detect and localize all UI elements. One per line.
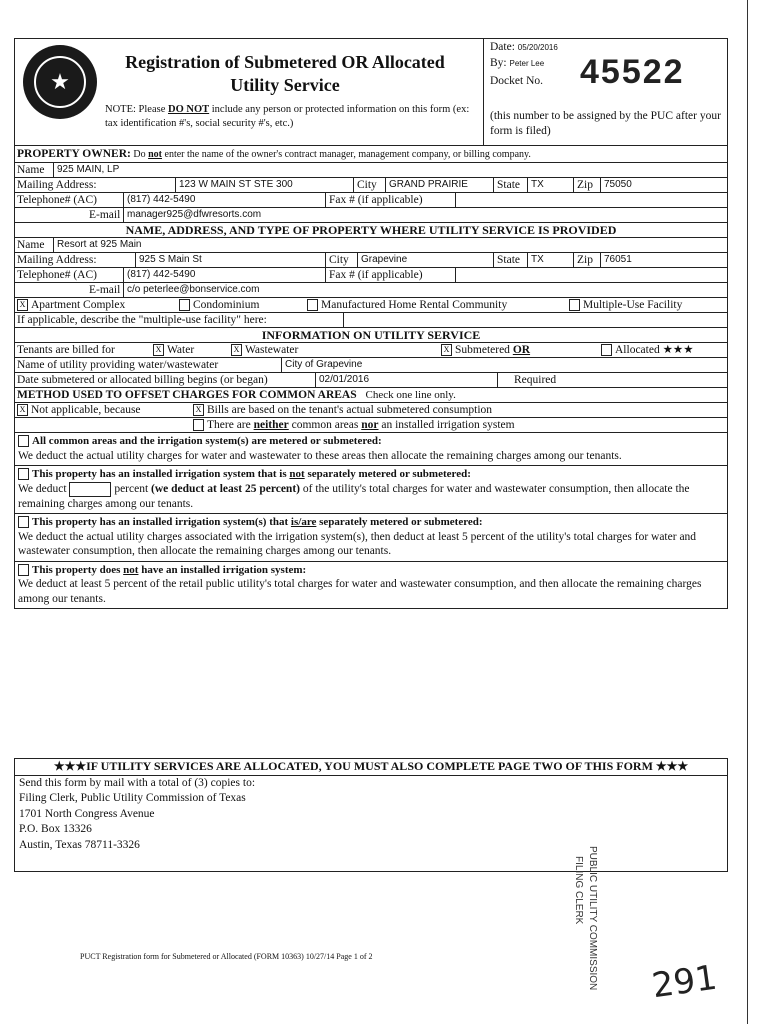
service-heading-row: INFORMATION ON UTILITY SERVICE: [15, 328, 727, 343]
owner-zip-field[interactable]: 75050: [600, 178, 724, 192]
owner-address-field[interactable]: 123 W MAIN ST STE 300: [175, 178, 355, 192]
no-irrigation-checkbox[interactable]: [18, 564, 29, 576]
not-applicable-row: X Not applicable, because X Bills are based on the tenant's actual submetered consumption: [15, 403, 727, 418]
property-phone-field[interactable]: (817) 442-5490: [123, 268, 195, 282]
billing-date-row: Date submetered or allocated billing begins (or began) 02/01/2016 Required: [15, 373, 727, 388]
not-applicable-checkbox[interactable]: X: [17, 404, 28, 416]
owner-email-field[interactable]: manager925@dfwresorts.com: [123, 208, 261, 222]
condominium-checkbox[interactable]: [179, 299, 190, 311]
form-footer: PUCT Registration form for Submetered or Allocated (FORM 10363) 10/27/14 Page 1 of 2: [80, 952, 373, 961]
unmetered-irrigation-option: This property has an installed irrigation system that is not separately metered or submetered: We deduct percent (we deduct at least 25 percent) of the utility's total charges for water and wastewater consumption, then allocate the remaining charges among our tenants.: [15, 466, 727, 514]
property-state-field[interactable]: TX: [527, 253, 571, 267]
docket-label: Docket No.: [490, 75, 544, 87]
privacy-note: NOTE: Please DO NOT include any person or protected information on this form (ex: tax identification #'s, social security #'s, etc.): [105, 104, 470, 129]
property-heading-row: NAME, ADDRESS, AND TYPE OF PROPERTY WHERE UTILITY SERVICE IS PROVIDED: [15, 223, 727, 238]
deduct-percent-field[interactable]: [69, 482, 111, 497]
billed-for-row: Tenants are billed for X Water X Wastewater X Submetered OR Allocated ★★★: [15, 343, 727, 358]
page-edge-line: [747, 0, 748, 1024]
property-type-row: X Apartment Complex Condominium Manufactured Home Rental Community Multiple-Use Facility: [15, 298, 727, 313]
property-name-field[interactable]: Resort at 925 Main: [53, 238, 142, 252]
property-email-field[interactable]: c/o peterlee@bonservice.com: [123, 283, 259, 297]
property-name-row: Name Resort at 925 Main: [15, 238, 727, 253]
property-fax-field[interactable]: [455, 268, 486, 282]
property-phone-row: Telephone# (AC) (817) 442-5490 Fax # (if applicable): [15, 268, 727, 283]
puc-seal-icon: ★: [23, 45, 97, 119]
utility-name-row: Name of utility providing water/wastewater City of Grapevine: [15, 358, 727, 373]
metered-irrigation-checkbox[interactable]: [18, 516, 29, 528]
owner-phone-row: Telephone# (AC) (817) 442-5490 Fax # (if applicable): [15, 193, 727, 208]
property-city-field[interactable]: Grapevine: [357, 253, 491, 267]
metered-irrigation-option: This property has an installed irrigation system(s) that is/are separately metered or submetered: We deduct the actual utility charges associated with the irrigation system(s), then deduct at least 5 percent of the utility's total charges for water and wastewater consumption, then allocate the remaining charges among our tenants.: [15, 514, 727, 562]
submetered-checkbox[interactable]: X: [441, 344, 452, 356]
describe-row: If applicable, describe the "multiple-use facility" here:: [15, 313, 727, 328]
owner-fax-field[interactable]: [455, 193, 486, 207]
manufactured-home-checkbox[interactable]: [307, 299, 318, 311]
by-value[interactable]: Peter Lee: [509, 59, 545, 68]
docket-box: Date: 05/20/2016 By: Peter Lee Docket No. 45522 (this number to be assigned by the PUC after your form is filed): [483, 39, 728, 145]
owner-heading-row: PROPERTY OWNER: Do not enter the name of the owner's contract manager, management company, or billing company.: [15, 146, 727, 163]
owner-state-field[interactable]: TX: [527, 178, 571, 192]
mailing-instructions: ★★★IF UTILITY SERVICES ARE ALLOCATED, YOU MUST ALSO COMPLETE PAGE TWO OF THIS FORM ★★★ Send this form by mail with a total of (3) copies to: Filing Clerk, Public Utility Commission of Texas 1701 North Congress Avenue P.O. Box 13326 Austin, Texas 78711-3326: [14, 758, 728, 872]
allocated-checkbox[interactable]: [601, 344, 612, 356]
owner-email-row: E-mail manager925@dfwresorts.com: [15, 208, 727, 223]
describe-field[interactable]: [343, 313, 724, 327]
wastewater-checkbox[interactable]: X: [231, 344, 242, 356]
property-email-row: E-mail c/o peterlee@bonservice.com: [15, 283, 727, 298]
date-value[interactable]: 05/20/2016: [517, 43, 558, 52]
submetered-consumption-checkbox[interactable]: X: [193, 404, 204, 416]
owner-city-field[interactable]: GRAND PRAIRIE: [385, 178, 489, 192]
water-checkbox[interactable]: X: [153, 344, 164, 356]
form-title: Registration of Submetered OR Allocated Utility Service: [125, 52, 445, 95]
unmetered-irrigation-checkbox[interactable]: [18, 468, 29, 480]
owner-phone-field[interactable]: (817) 442-5490: [123, 193, 195, 207]
no-common-areas-checkbox[interactable]: [193, 419, 204, 431]
billing-date-field[interactable]: 02/01/2016: [315, 373, 497, 387]
docket-note: (this number to be assigned by the PUC after your form is filed): [490, 110, 721, 137]
multiple-use-checkbox[interactable]: [569, 299, 580, 311]
property-zip-field[interactable]: 76051: [600, 253, 724, 267]
property-address-field[interactable]: 925 S Main St: [135, 253, 339, 267]
method-heading-row: METHOD USED TO OFFSET CHARGES FOR COMMON AREAS Check one line only.: [15, 388, 727, 403]
property-address-row: Mailing Address: 925 S Main St City Grapevine State TX Zip 76051: [15, 253, 727, 268]
form-header: [15, 39, 727, 146]
allocated-warning: ★★★IF UTILITY SERVICES ARE ALLOCATED, YOU MUST ALSO COMPLETE PAGE TWO OF THIS FORM ★★★: [15, 759, 727, 776]
utility-name-field[interactable]: City of Grapevine: [281, 358, 362, 372]
no-common-areas-row: There are neither common areas nor an installed irrigation system: [15, 418, 727, 433]
owner-address-row: Mailing Address: 123 W MAIN ST STE 300 City GRAND PRAIRIE State TX Zip 75050: [15, 178, 727, 193]
metered-common-areas-checkbox[interactable]: [18, 435, 29, 447]
handwritten-page-mark: 291: [649, 957, 720, 1007]
no-irrigation-option: This property does not have an installed irrigation system: We deduct at least 5 percent of the retail public utility's total charges for water and wastewater consumption, and then allocate the remaining charges among our tenants.: [18, 563, 702, 605]
apartment-checkbox[interactable]: X: [17, 299, 28, 311]
owner-name-row: Name 925 MAIN, LP: [15, 163, 727, 178]
metered-common-areas-option: All common areas and the irrigation system(s) are metered or submetered: We deduct the actual utility charges for water and wastewater to these areas then allocate the remaining charges among our tenants.: [15, 433, 727, 466]
owner-name-field[interactable]: 925 MAIN, LP: [53, 163, 119, 177]
registration-form: [14, 38, 728, 609]
filing-stamp: PUBLIC UTILITY COMMISSION FILING CLERK: [573, 846, 598, 991]
docket-number[interactable]: 45522: [580, 53, 685, 91]
